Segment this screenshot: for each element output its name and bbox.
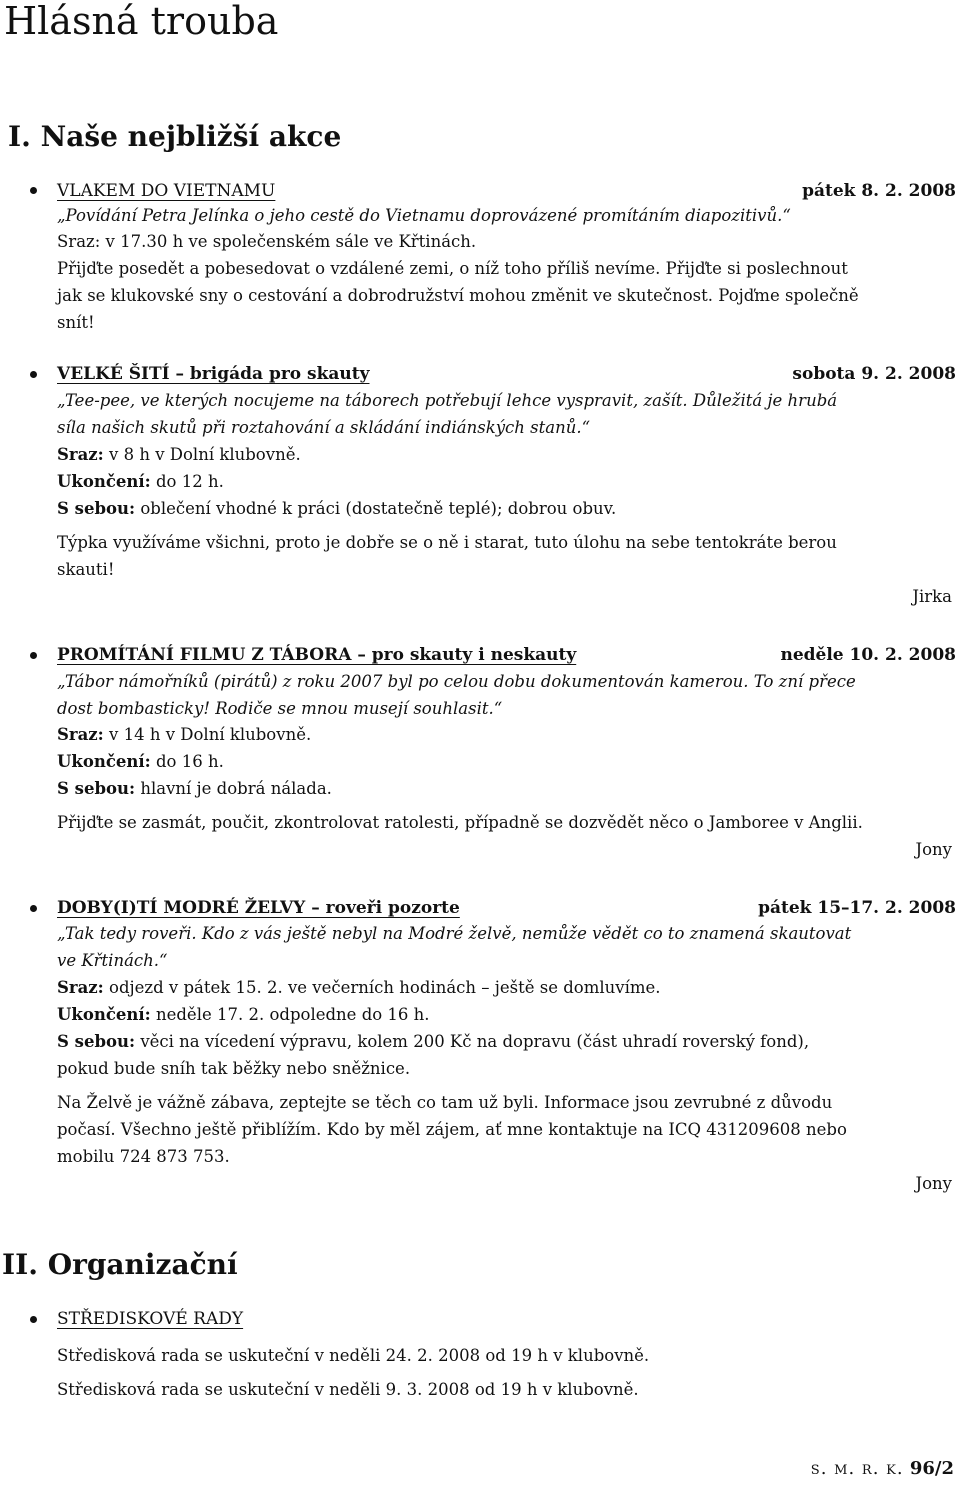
event-quote: „Tábor námořníků (pirátů) z roku 2007 byl po celou dobu dokumentován kamerou. To zní přece	[57, 672, 856, 691]
bring-value: oblečení vhodné k práci (dostatečně teplé); dobrou obuv.	[135, 499, 617, 518]
bring-label: S sebou:	[57, 499, 136, 518]
bring-value: hlavní je dobrá nálada.	[135, 779, 332, 798]
meeting-label: Sraz:	[57, 445, 104, 464]
event-quote: síla našich skutů při roztahování a skládání indiánských stanů.“	[57, 418, 591, 437]
event-text: jak se klukovské sny o cestování a dobrodružství mohou změnit ve skutečnost. Pojďme společně	[57, 286, 859, 305]
end-value: do 16 h.	[150, 752, 224, 771]
document-title: Hlásná trouba	[4, 0, 279, 43]
council-meeting: Středisková rada se uskuteční v neděli 24. 2. 2008 od 19 h v klubovně.	[57, 1346, 650, 1365]
end-label: Ukončení:	[57, 1005, 151, 1024]
bullet-icon	[30, 187, 37, 194]
end-value: neděle 17. 2. odpoledne do 16 h.	[150, 1005, 430, 1024]
event-end	[57, 471, 224, 493]
bring-value: věci na vícedení výpravu, kolem 200 Kč na dopravu (část uhradí roverský fond),	[135, 1032, 810, 1051]
page-footer	[811, 1458, 954, 1480]
event-meeting	[57, 724, 311, 746]
event-meeting: Sraz: v 17.30 h ve společenském sále ve Křtinách.	[57, 232, 477, 251]
event-date-film: neděle 10. 2. 2008	[780, 645, 956, 665]
council-meeting: Středisková rada se uskuteční v neděli 9. 3. 2008 od 19 h v klubovně.	[57, 1380, 639, 1399]
event-bring-continued: pokud bude sníh tak běžky nebo sněžnice.	[57, 1059, 411, 1078]
meeting-value: v 14 h v Dolní klubovně.	[103, 725, 312, 744]
event-text: počasí. Všechno ještě přiblížím. Kdo by měl zájem, ať mne kontaktuje na ICQ 431209608 nebo	[57, 1120, 847, 1139]
event-text: Na Želvě je vážně zábava, zeptejte se těch co tam už byli. Informace jsou zevrubné z důvodu	[57, 1093, 833, 1112]
event-text: Týpka využíváme všichni, proto je dobře se o ně i starat, tuto úlohu na sebe tentokráte berou	[57, 533, 837, 552]
bullet-icon	[30, 371, 37, 378]
event-quote: ve Křtinách.“	[57, 951, 168, 970]
event-heading-film: PROMÍTÁNÍ FILMU Z TÁBORA – pro skauty i neskauty	[57, 645, 577, 665]
meeting-value: v 8 h v Dolní klubovně.	[103, 445, 301, 464]
bullet-icon	[30, 1316, 37, 1323]
bullet-icon	[30, 652, 37, 659]
event-text: Přijďte se zasmát, poučit, zkontrolovat ratolesti, případně se dozvědět něco o Jamboree v Anglii.	[57, 813, 863, 832]
event-quote: „Povídání Petra Jelínka o jeho cestě do Vietnamu doprovázené promítáním diapozitivů.“	[57, 206, 791, 225]
meeting-label: Sraz:	[57, 725, 104, 744]
event-date-vietnam: pátek 8. 2. 2008	[802, 181, 956, 201]
event-heading-rady: STŘEDISKOVÉ RADY	[57, 1309, 244, 1329]
event-text: Přijďte posedět a pobesedovat o vzdálené zemi, o níž toho příliš nevíme. Přijďte si poslechnout	[57, 259, 848, 278]
bullet-icon	[30, 905, 37, 912]
event-heading-zelva: DOBY(I)TÍ MODRÉ ŽELVY – roveři pozorte	[57, 898, 460, 918]
end-value: do 12 h.	[150, 472, 224, 491]
event-date-siti: sobota 9. 2. 2008	[792, 364, 956, 384]
event-end	[57, 1004, 430, 1026]
bring-label: S sebou:	[57, 1032, 136, 1051]
footer-org: s. m. r. k.	[810, 1458, 904, 1479]
bring-label: S sebou:	[57, 779, 136, 798]
section-title-organizational: II. Organizační	[2, 1248, 238, 1281]
signature: Jony	[915, 1174, 952, 1193]
meeting-value: odjezd v pátek 15. 2. ve večerních hodinách – ještě se domluvíme.	[103, 978, 661, 997]
event-bring	[57, 498, 616, 520]
event-bring	[57, 1031, 809, 1053]
event-text: mobilu 724 873 753.	[57, 1147, 230, 1166]
event-quote: „Tee-pee, ve kterých nocujeme na táborech potřebují lehce vyspravit, zašít. Důležitá je hrubá	[57, 391, 838, 410]
event-heading-vietnam: VLAKEM DO VIETNAMU	[57, 181, 276, 201]
event-heading-siti: VELKÉ ŠITÍ – brigáda pro skauty	[57, 364, 370, 384]
section-title-events: I. Naše nejbližší akce	[8, 120, 342, 153]
event-quote: dost bombasticky! Rodiče se mnou musejí souhlasit.“	[57, 699, 503, 718]
event-quote: „Tak tedy roveři. Kdo z vás ještě nebyl na Modré želvě, nemůže vědět co to znamená skautovat	[57, 924, 852, 943]
event-date-zelva: pátek 15–17. 2. 2008	[758, 898, 956, 918]
event-meeting	[57, 977, 661, 999]
event-text: skauti!	[57, 560, 115, 579]
event-text: snít!	[57, 313, 95, 332]
signature: Jony	[915, 840, 952, 859]
event-bring	[57, 778, 332, 800]
end-label: Ukončení:	[57, 472, 151, 491]
end-label: Ukončení:	[57, 752, 151, 771]
meeting-label: Sraz:	[57, 978, 104, 997]
event-meeting	[57, 444, 301, 466]
signature: Jirka	[912, 587, 952, 606]
footer-page-number: 96/2	[903, 1458, 954, 1479]
event-end	[57, 751, 224, 773]
